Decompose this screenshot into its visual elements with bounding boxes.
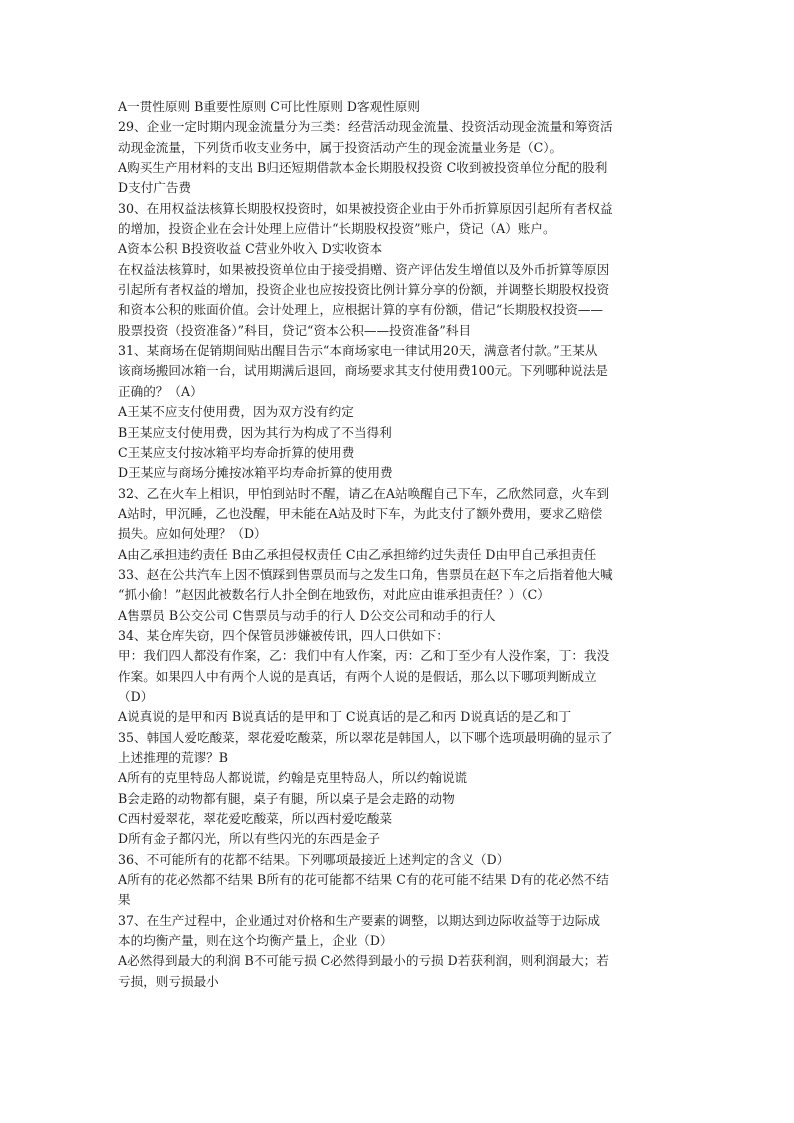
text-line: A所有的克里特岛人都说谎，约翰是克里特岛人，所以约翰说谎 [118,770,468,786]
text-line: A一贯性原则 B重要性原则 C可比性原则 D客观性原则 [118,99,420,114]
text-line: 37、在生产过程中，企业通过对价格和生产要素的调整，以期达到边际收益等于边际成 [118,912,600,928]
text-line: A购买生产用材料的支出 B归还短期借款本金长期股权投资 C收到被投资单位分配的股利 [118,160,608,176]
text-line: 36、不可能所有的花都不结果。下列哪项最接近上述判定的含义（D） [118,851,510,867]
text-line: 30、在用权益法核算长期股权投资时，如果被投资企业由于外币折算原因引起所有者权益 [118,200,613,216]
text-line: （D） [118,688,154,704]
text-line: 和资本公积的账面价值。会计处理上，应根据计算的享有份额，借记“长期股权投资—— [118,302,604,318]
text-line: 亏损，则亏损最小 [118,973,219,989]
text-line: 损失。应如何处理？（D） [118,526,267,542]
text-line: 31、某商场在促销期间贴出醒目告示“本商场家电一律试用20天，满意者付款。”王某从 [118,343,598,359]
text-line: 果 [118,892,131,908]
text-line: D所有金子都闪光，所以有些闪光的东西是金子 [118,831,380,847]
text-line: 在权益法核算时，如果被投资单位由于接受捐赠、资产评估发生增值以及外币折算等原因 [118,261,610,277]
text-line: 上述推理的荒谬？B [118,750,229,765]
text-line: 动现金流量，下列货币收支业务中，属于投资活动产生的现金流量业务是（C）。 [118,139,563,155]
text-line: 股票投资（投资准备）”科目，贷记“资本公积——投资准备”科目 [118,322,472,338]
text-line: B会走路的动物都有腿，桌子有腿，所以桌子是会走路的动物 [118,790,455,806]
document-page [118,97,678,992]
text-line: 35、韩国人爱吃酸菜，翠花爱吃酸菜，所以翠花是韩国人，以下哪个选项最明确的显示了 [118,729,613,745]
text-line: 作案。如果四人中有两个人说的是真话，有两个人说的是假话，那么以下哪项判断成立 [118,668,597,684]
text-line: D王某应与商场分摊按冰箱平均寿命折算的使用费 [118,465,393,481]
text-line: A所有的花必然都不结果 B所有的花可能都不结果 C有的花可能不结果 D有的花必然不结 [118,872,609,888]
text-line: A说真说的是甲和丙 B说真话的是甲和丁 C说真话的是乙和丙 D说真话的是乙和丁 [118,709,572,725]
text-line: 引起所有者权益的增加，投资企业也应按投资比例计算分享的份额，并调整长期股权投资 [118,282,610,298]
text-line: 34、某仓库失窃，四个保管员涉嫌被传讯，四人口供如下： [118,627,449,643]
text-line: 的增加，投资企业在会计处理上应借计“长期股权投资”账户，贷记（A）账户。 [118,221,556,237]
text-line: 29、企业一定时期内现金流量分为三类：经营活动现金流量、投资活动现金流量和筹资活 [118,119,613,135]
text-line: A资本公积 B投资收益 C营业外收入 D实收资本 [118,241,383,257]
text-line: 甲：我们四人都没有作案，乙：我们中有人作案，丙：乙和丁至少有人没作案，丁：我没 [118,648,610,664]
text-line: A由乙承担违约责任 B由乙承担侵权责任 C由乙承担缔约过失责任 D由甲自己承担责任 [118,546,597,562]
text-line: 正确的？（A） [118,383,203,399]
text-line: A站时，甲沉睡，乙也没醒，甲未能在A站及时下车，为此支付了额外费用，要求乙赔偿 [118,505,603,521]
text-line: D支付广告费 [118,180,192,196]
text-line: A必然得到最大的利润 B不可能亏损 C必然得到最小的亏损 D若获利润，则利润最大；若 [118,953,609,969]
text-line: 本的均衡产量，则在这个均衡产量上，企业（D） [118,933,393,949]
text-line: 33、赵在公共汽车上因不慎踩到售票员而与之发生口角，售票员在赵下车之后指着他大喊 [118,566,613,582]
text-line: C西村爱翠花，翠花爱吃酸菜，所以西村爱吃酸菜 [118,811,393,827]
text-line: B王某应支付使用费，因为其行为构成了不当得利 [118,424,392,440]
text-line: 32、乙在火车上相识，甲怕到站时不醒，请乙在A站唤醒自己下车，乙欣然同意，火车到 [118,485,610,501]
text-line: A王某不应支付使用费，因为双方没有约定 [118,404,354,420]
text-line: “抓小偷！”赵因此被数名行人扑全倒在地致伤，对此应由谁承担责任？）（C） [118,587,550,603]
text-line: 该商场搬回冰箱一台，试用期满后退回，商场要求其支付使用费100元。下列哪种说法是 [118,363,609,379]
text-line: A售票员 B公交公司 C售票员与动手的行人 D公交公司和动手的行人 [118,607,496,623]
text-line: C王某应支付按冰箱平均寿命折算的使用费 [118,444,355,460]
